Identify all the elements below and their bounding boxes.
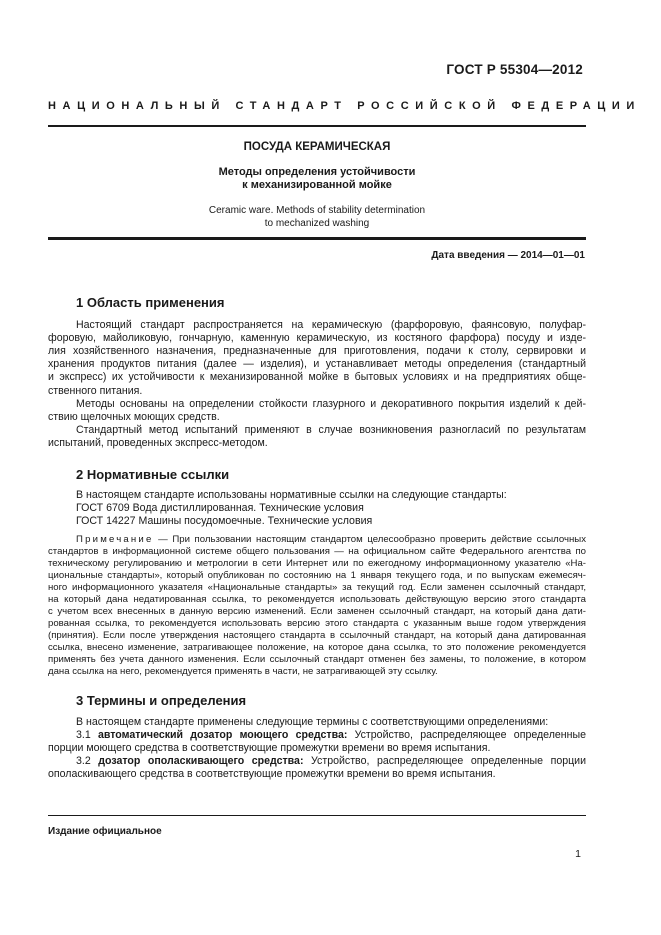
text-line: рованная ссылка, то рекомендуется использовать версию этого стандарта с указанным выше годом утверждения [48, 618, 586, 630]
section-heading: 3 Термины и определения [76, 693, 247, 709]
text-line: Настоящий стандарт распространяется на керамическую (фарфоровую, фаянсовую, полуфар- [76, 319, 586, 332]
text-line: (принятия). Если после утверждения настоящего стандарта в ссылочный стандарт, на который дана датированная [48, 630, 586, 642]
english-title-line: to mechanized washing [264, 218, 370, 229]
paragraph [48, 397, 586, 424]
paragraph: В настоящем стандарте применены следующие термины с соответствующими определениями: [76, 715, 549, 728]
document-body [48, 295, 587, 781]
term-number: 3.2 [76, 754, 99, 767]
top-divider [48, 125, 586, 127]
term-number: 3.1 [76, 728, 98, 741]
term-name: дозатор ополаскивающего средства: [98, 754, 304, 767]
text-line: дана ссылка на него, рекомендуется применять в части, не затрагивающей эту ссылку. [48, 666, 438, 678]
text-line: циональные стандарты», который опубликован по состоянию на 1 января текущего года, и по выпускам ежемесяч- [48, 570, 586, 582]
document-subtitle [48, 166, 586, 192]
note-label: Примечание [76, 534, 154, 546]
text-line: Методы основаны на определении стойкости глазурного и декоративного покрытия изделий к дей- [76, 397, 586, 410]
document-title: ПОСУДА КЕРАМИЧЕСКАЯ [243, 141, 391, 153]
term-name: автоматический дозатор моющего средства: [97, 728, 348, 741]
english-title [48, 204, 586, 230]
term-first-line [76, 729, 586, 742]
gost-code: ГОСТ Р 55304—2012 [446, 62, 583, 77]
national-standard-banner: НАЦИОНАЛЬНЫЙ СТАНДАРТ РОССИЙСКОЙ ФЕДЕРАЦИИ [48, 100, 641, 112]
official-edition-label: Издание официальное [48, 826, 162, 837]
subtitle-line: Методы определения устойчивости [218, 166, 416, 178]
title-divider [48, 237, 586, 240]
paragraph [48, 319, 586, 398]
text-line: с учетом всех внесенных в данную версию изменений. Если заменен ссылочный стандарт, на который дана дати- [48, 606, 586, 618]
paragraph: В настоящем стандарте использованы нормативные ссылки на следующие стандарты: [76, 489, 507, 502]
text-line: ствию щелочных моющих средств. [48, 410, 220, 423]
paragraph [48, 423, 586, 450]
text-line: лия хозяйственного назначения, предназначенные для приготовления, подачи к столу, сервировки и [48, 345, 586, 358]
reference-item: ГОСТ 14227 Машины посудомоечные. Технические условия [76, 515, 373, 528]
section-heading: 2 Нормативные ссылки [76, 467, 230, 483]
term-definition [48, 754, 587, 781]
section-heading: 1 Область применения [76, 295, 225, 310]
english-title-line: Ceramic ware. Methods of stability determination [208, 205, 426, 216]
text-line: ственного питания. [48, 384, 143, 397]
text-line: испытаний, проведенных экспресс-методом. [48, 436, 268, 449]
text-line: ссылка, внесено изменение, затрагивающее положение, на которое дана ссылка, то это положение рекомендуется [48, 642, 586, 654]
text-line: порции моющего средства в соответствующие промежутки времени во время испытания. [48, 741, 491, 754]
footer-divider [48, 815, 586, 816]
text-line: ного информационного указателя «Национальные стандарты» за текущий год. Если заменен ссылочный стандарт, [48, 582, 586, 594]
text-line: хранения продуктов питания (далее — изделия), и устанавливает методы определения (стандартный [48, 358, 586, 371]
introduction-date: Дата введения — 2014—01—01 [431, 250, 585, 261]
page-number: 1 [575, 848, 581, 860]
text-line: ополаскивающего средства в соответствующие промежутки времени во время испытания. [48, 767, 496, 780]
text-line: форовую, майоликовую, гончарную, каменную керамическую, из костяного фарфора) посуду и изде- [48, 332, 586, 345]
reference-item: ГОСТ 6709 Вода дистиллированная. Технические условия [76, 502, 364, 515]
text-line: и экспресс) их устойчивости к механизированной мойке в бытовых условиях и на предприятиях обще- [48, 371, 586, 384]
text-line: — При пользовании настоящим стандартом целесообразно проверить действие ссылочных [153, 534, 586, 546]
text-line: стандартов в информационной системе общего пользования — на официальном сайте Федерального агентства по [48, 546, 586, 558]
term-definition [48, 728, 586, 755]
text-line: Стандартный метод испытаний применяют в случае возникновения разногласий по результатам [76, 423, 586, 436]
term-definition-text: Устройство, распределяющее определенные порции [303, 754, 587, 767]
text-line: техническому регулированию и метрологии в сети Интернет или по ежегодному информационному указателю «На- [48, 558, 586, 570]
text-line: на который дана недатированная ссылка, то рекомендуется использовать действующую версию этого стандарта [48, 594, 586, 606]
subtitle-line: к механизированной мойке [242, 179, 392, 191]
text-line: применять без учета данного изменения. Если ссылочный стандарт отменен без замены, то положение, в котором [48, 654, 586, 666]
note-first-line [76, 534, 586, 546]
note-block [48, 534, 586, 678]
term-definition-text: Устройство, распределяющее определенные [347, 728, 586, 741]
term-first-line [76, 755, 586, 768]
